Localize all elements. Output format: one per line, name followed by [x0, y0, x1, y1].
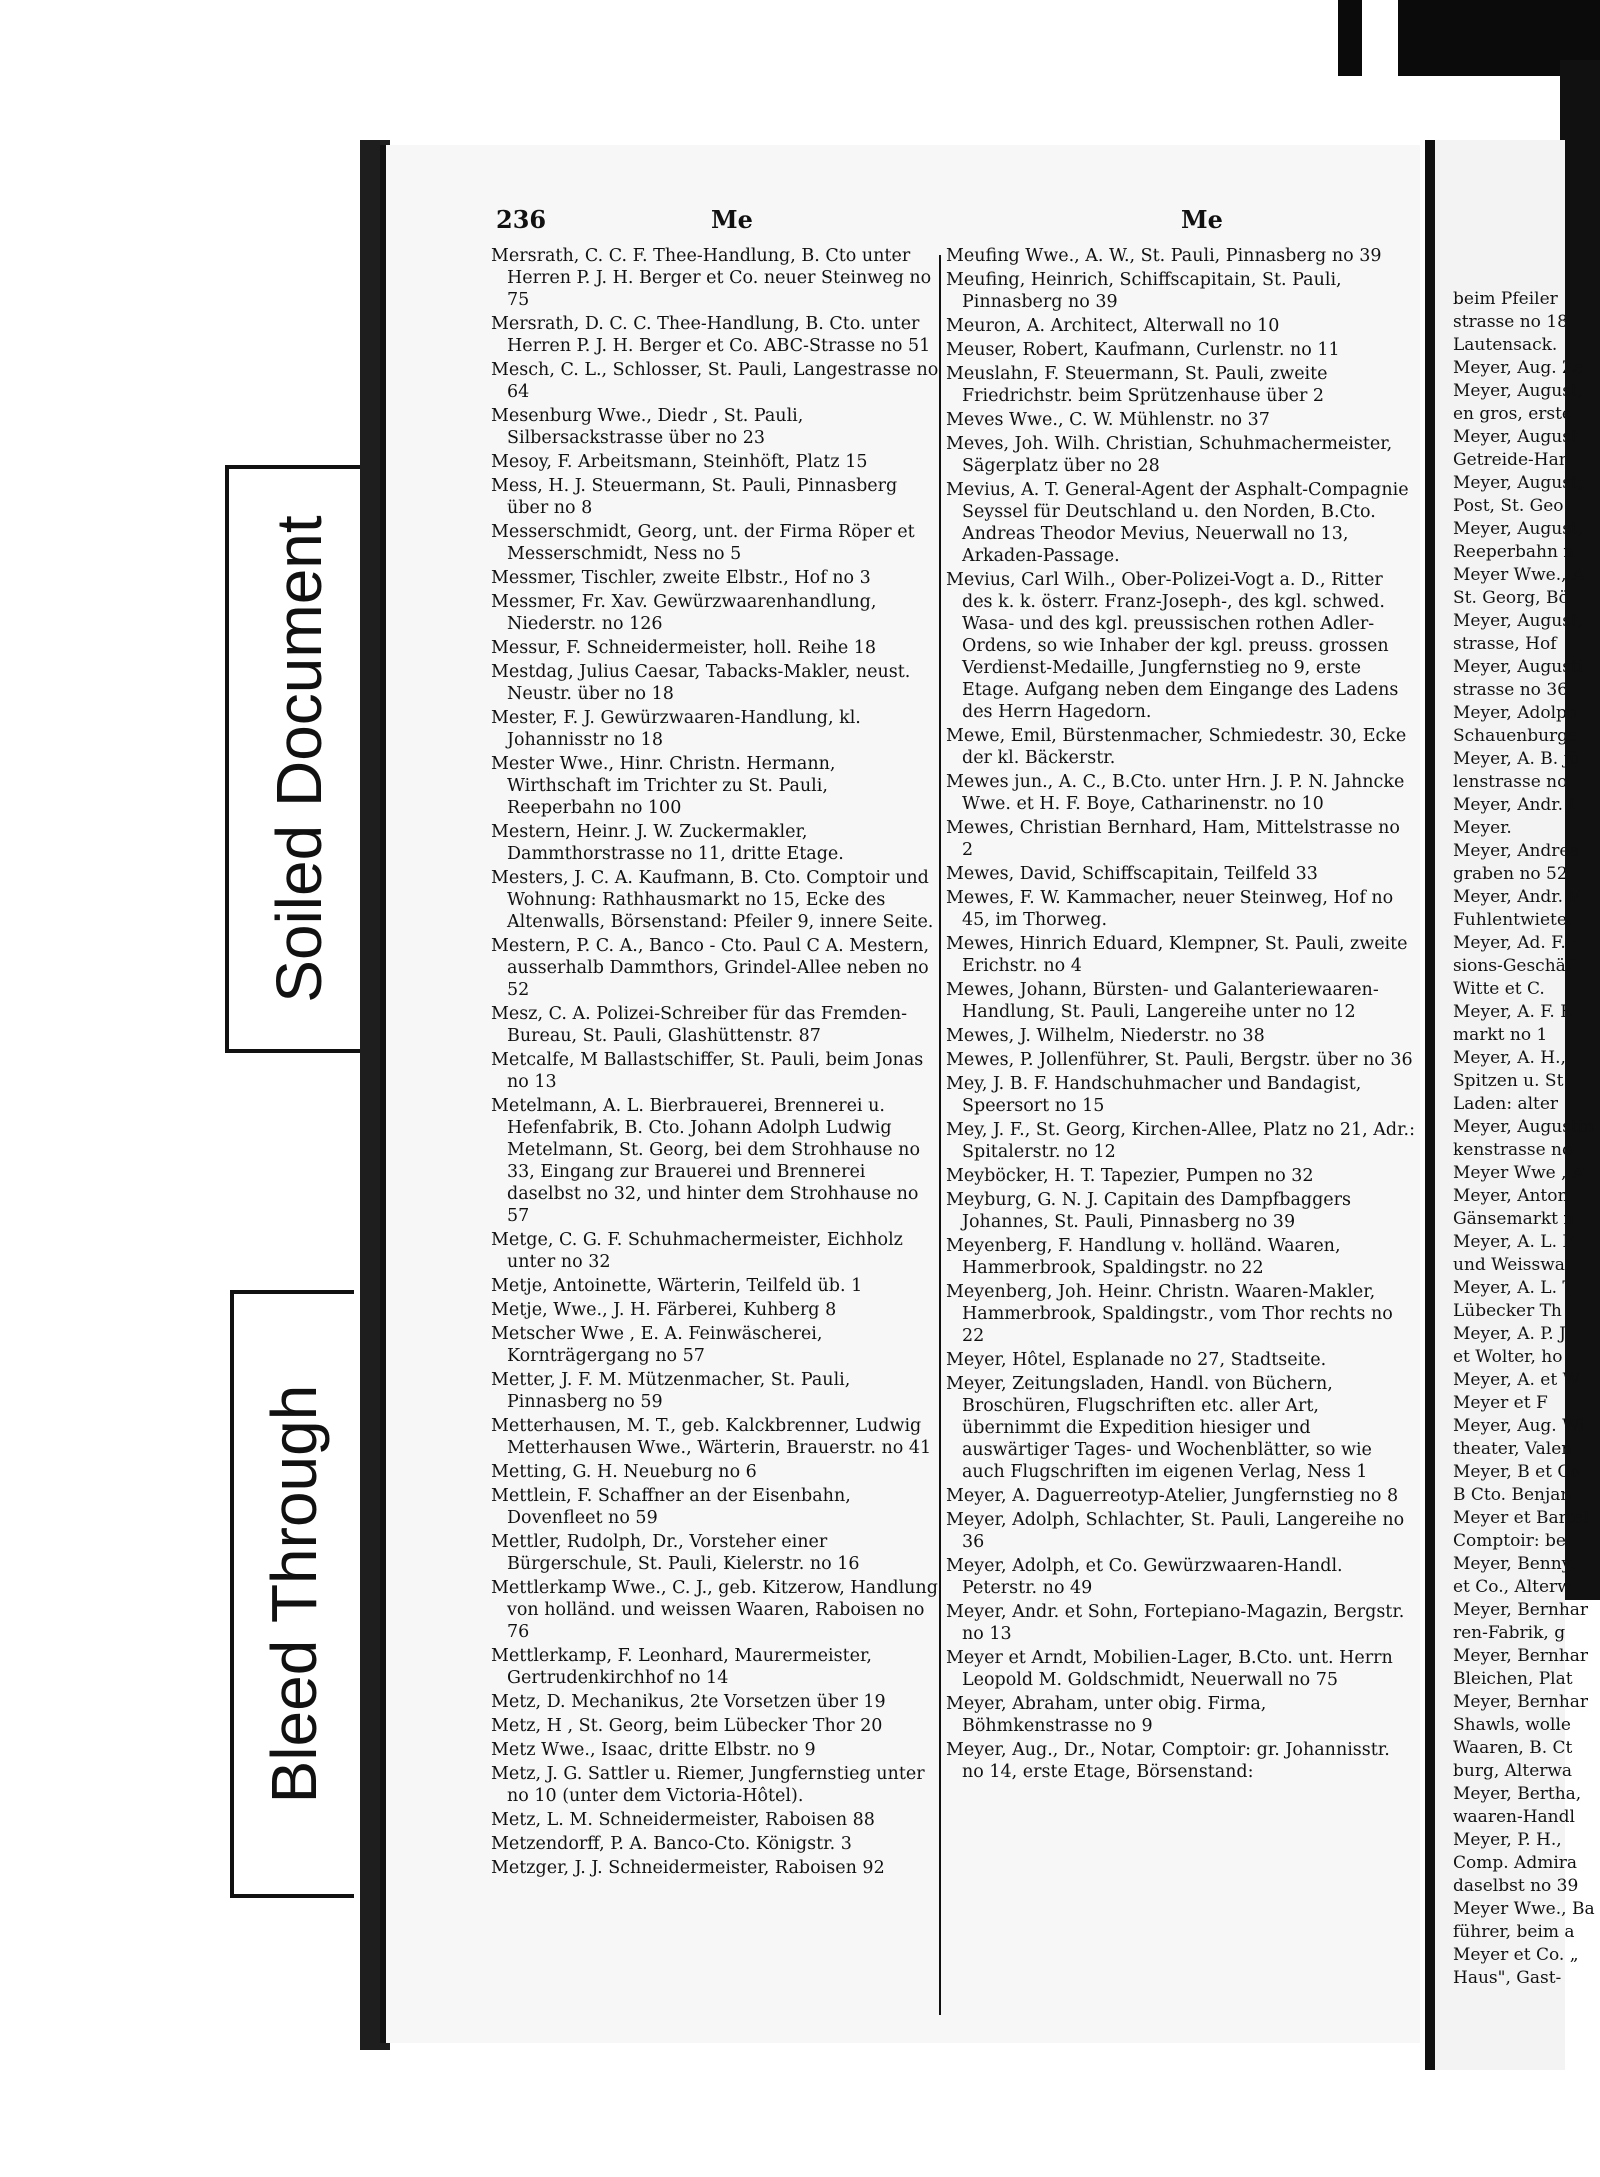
directory-entry: Meyer et Arndt, Mobilien-Lager, B.Cto. unt. Herrn Leopold M. Goldschmidt, Neuerwall no 75 [946, 1648, 1393, 1690]
directory-entry: Meufing Wwe., A. W., St. Pauli, Pinnasberg no 39 [946, 246, 1382, 266]
fragment-line: Meyer, August, [1453, 381, 1584, 401]
directory-entry: Metzger, J. J. Schneidermeister, Raboisen 92 [491, 1858, 885, 1878]
directory-entry: Mevius, Carl Wilh., Ober-Polizei-Vogt a. D., Ritter des k. k. österr. Franz-Joseph-, des kgl. schwed. Wasa- und des kgl. preussischen rothen Adler-Ordens, so wie Inhaber der kgl. preuss. grossen Verdienst-Medaille, Jungfernstieg no 9, erste Etage. Aufgang neben dem Eingange des Ladens des Herrn Hagedorn. [946, 570, 1399, 722]
directory-entry: Metz, L. M. Schneidermeister, Raboisen 88 [491, 1810, 875, 1830]
fragment-line: Meyer Wwe., Ba [1453, 1899, 1595, 1919]
fragment-line: waaren-Handl [1453, 1807, 1575, 1827]
fragment-line: Meyer, Augustin [1453, 1117, 1595, 1137]
fragment-line: Reeperbahn n [1453, 542, 1575, 562]
fragment-line: Meyer, Andrea [1453, 841, 1580, 861]
directory-entry: Mesters, J. C. A. Kaufmann, B. Cto. Comptoir und Wohnung: Rathhausmarkt no 15, Ecke des Altenwalls, Börsenstand: Pfeiler 9, innere Seite. [491, 868, 934, 932]
directory-entry: Meyenberg, F. Handlung v. holländ. Waaren, Hammerbrook, Spaldingstr. no 22 [946, 1236, 1341, 1278]
fragment-line: Schauenburge [1453, 726, 1579, 746]
fragment-line: Meyer, Bernhar [1453, 1646, 1589, 1666]
fragment-line: theater, Valen [1453, 1439, 1573, 1459]
fragment-line: Meyer et Co. „ [1453, 1945, 1579, 1965]
directory-entry: Meyer, Andr. et Sohn, Fortepiano-Magazin, Bergstr. no 13 [946, 1602, 1405, 1644]
directory-entry: Mess, H. J. Steuermann, St. Pauli, Pinnasberg über no 8 [491, 476, 898, 518]
directory-entry: Meuser, Robert, Kaufmann, Curlenstr. no 11 [946, 340, 1340, 360]
fragment-line: strasse, Hof [1453, 634, 1557, 654]
directory-entry: Mettlerkamp Wwe., C. J., geb. Kitzerow, Handlung von holländ. und weissen Waaren, Raboisen no 76 [491, 1578, 938, 1642]
column-divider [939, 255, 941, 2015]
header-left: Me [711, 205, 753, 234]
directory-entry: Metz, D. Mechanikus, 2te Vorsetzen über 19 [491, 1692, 886, 1712]
directory-entry: Metz, H , St. Georg, beim Lübecker Thor 20 [491, 1716, 883, 1736]
fragment-line: Meyer, Aug. Wi [1453, 1416, 1585, 1436]
directory-entry: Mesz, C. A. Polizei-Schreiber für das Fremden-Bureau, St. Pauli, Glashüttenstr. 87 [491, 1004, 908, 1046]
right-page-fragments [1453, 288, 1595, 1990]
directory-entry: Mettler, Rudolph, Dr., Vorsteher einer Bürgerschule, St. Pauli, Kielerstr. no 16 [491, 1532, 860, 1574]
left-page [380, 145, 1420, 2043]
directory-entry: Metz Wwe., Isaac, dritte Elbstr. no 9 [491, 1740, 816, 1760]
directory-entry: Meyer, A. Daguerreotyp-Atelier, Jungfernstieg no 8 [946, 1486, 1399, 1506]
directory-entry: Mey, J. F., St. Georg, Kirchen-Allee, Platz no 21, Adr.: Spitalerstr. no 12 [946, 1120, 1416, 1162]
fragment-line: Meyer. [1453, 818, 1512, 838]
directory-entry: Mestern, P. C. A., Banco - Cto. Paul C A. Mestern, ausserhalb Dammthors, Grindel-Allee neben no 52 [491, 936, 930, 1000]
header-right: Me [1181, 205, 1223, 234]
directory-entry: Mewes, Christian Bernhard, Ham, Mittelstrasse no 2 [946, 818, 1400, 860]
fragment-line: kenstrasse no [1453, 1140, 1573, 1160]
directory-entry: Metelmann, A. L. Bierbrauerei, Brennerei u. Hefenfabrik, B. Cto. Johann Adolph Ludwig Metelmann, St. Georg, bei dem Strohhause no 33, Eingang zur Brauerei und Brennerei daselbst no 32, und hinter dem Strohhause no 57 [491, 1096, 920, 1226]
right-page-edge [1425, 140, 1595, 2070]
fragment-line: Spitzen u. St [1453, 1071, 1564, 1091]
directory-entry: Mersrath, C. C. F. Thee-Handlung, B. Cto unter Herren P. J. H. Berger et Co. neuer Steinweg no 75 [491, 246, 932, 310]
fragment-line: en gros, erste [1453, 404, 1572, 424]
directory-entry: Mewes, Hinrich Eduard, Klempner, St. Pauli, zweite Erichstr. no 4 [946, 934, 1408, 976]
directory-entry: Messmer, Tischler, zweite Elbstr., Hof no 3 [491, 568, 871, 588]
fragment-line: Meyer, Bernhar [1453, 1600, 1589, 1620]
fragment-line: lenstrasse no [1453, 772, 1568, 792]
right-column [946, 245, 1416, 1785]
fragment-line: Meyer, August, [1453, 611, 1584, 631]
fragment-line: führer, beim a [1453, 1922, 1575, 1942]
fragment-line: strasse no 18 [1453, 312, 1568, 332]
fragment-line: B Cto. Benjan [1453, 1485, 1572, 1505]
directory-entry: Metzendorff, P. A. Banco-Cto. Königstr. 3 [491, 1834, 852, 1854]
fragment-line: Gänsemarkt n [1453, 1209, 1575, 1229]
fragment-line: Meyer, Andr. I [1453, 795, 1576, 815]
fragment-line: Meyer, B et Co [1453, 1462, 1581, 1482]
directory-entry: Mesoy, F. Arbeitsmann, Steinhöft, Platz 15 [491, 452, 868, 472]
directory-entry: Mewes, Johann, Bürsten- und Galanteriewaaren-Handlung, St. Pauli, Langereihe unter no 12 [946, 980, 1379, 1022]
soiled-document-label [225, 465, 369, 1053]
fragment-line: Getreide-Han [1453, 450, 1570, 470]
fragment-line: et Co., Alterw [1453, 1577, 1572, 1597]
fragment-line: Meyer, Adolph [1453, 703, 1578, 723]
directory-entry: Mey, J. B. F. Handschuhmacher und Bandagist, Speersort no 15 [946, 1074, 1362, 1116]
directory-entry: Metscher Wwe , E. A. Feinwäscherei, Kornträgergang no 57 [491, 1324, 823, 1366]
fragment-line: Comptoir: bei [1453, 1531, 1572, 1551]
fragment-line: Meyer, A. P. J [1453, 1324, 1566, 1344]
fragment-line: Meyer et Bartel [1453, 1508, 1590, 1528]
fragment-line: ren-Fabrik, g [1453, 1623, 1566, 1643]
fragment-line: Fuhlentwiete, [1453, 910, 1573, 930]
directory-entry: Metter, J. F. M. Mützenmacher, St. Pauli, Pinnasberg no 59 [491, 1370, 851, 1412]
fragment-line: Meyer Wwe., A [1453, 565, 1585, 585]
fragment-line: Meyer, August [1453, 427, 1578, 447]
directory-entry: Meyenberg, Joh. Heinr. Christn. Waaren-Makler, Hammerbrook, Spaldingstr., vom Thor rechts no 22 [946, 1282, 1393, 1346]
fragment-line: daselbst no 39 [1453, 1876, 1579, 1896]
directory-entry: Mewes, David, Schiffscapitain, Teilfeld 33 [946, 864, 1318, 884]
directory-entry: Mewe, Emil, Bürstenmacher, Schmiedestr. 30, Ecke der kl. Bäckerstr. [946, 726, 1407, 768]
fragment-line: Meyer, August, [1453, 519, 1584, 539]
fragment-line: Meyer, Bertha, [1453, 1784, 1582, 1804]
fragment-line: markt no 1 [1453, 1025, 1548, 1045]
directory-entry: Meyböcker, H. T. Tapezier, Pumpen no 32 [946, 1166, 1314, 1186]
left-column [491, 245, 941, 1881]
directory-entry: Metge, C. G. F. Schuhmachermeister, Eichholz unter no 32 [491, 1230, 903, 1272]
directory-entry: Meyer, Adolph, et Co. Gewürzwaaren-Handl. Peterstr. no 49 [946, 1556, 1343, 1598]
directory-entry: Meves Wwe., C. W. Mühlenstr. no 37 [946, 410, 1270, 430]
directory-entry: Metje, Wwe., J. H. Färberei, Kuhberg 8 [491, 1300, 837, 1320]
fragment-line: St. Georg, Bö [1453, 588, 1569, 608]
fragment-line: et Wolter, ho [1453, 1347, 1563, 1367]
fragment-line: und Weisswa [1453, 1255, 1565, 1275]
directory-entry: Messur, F. Schneidermeister, holl. Reihe 18 [491, 638, 877, 658]
directory-entry: Mesch, C. L., Schlosser, St. Pauli, Langestrasse no 64 [491, 360, 939, 402]
fragment-line: beim Pfeiler [1453, 289, 1558, 309]
page-number: 236 [496, 205, 547, 234]
directory-entry: Metting, G. H. Neueburg no 6 [491, 1462, 757, 1482]
fragment-line: Meyer, Ad. F. · [1453, 933, 1577, 953]
fragment-line: Meyer, A. L. T [1453, 1278, 1574, 1298]
fragment-line: Meyer Wwe , A [1453, 1163, 1585, 1183]
fragment-line: Meyer, Andr. F [1453, 887, 1581, 907]
fragment-line: Meyer, August, [1453, 473, 1584, 493]
fragment-line: Meyer, A. H., [1453, 1048, 1566, 1068]
directory-entry: Messerschmidt, Georg, unt. der Firma Röper et Messerschmidt, Ness no 5 [491, 522, 915, 564]
fragment-line: Meyer, P. H., [1453, 1830, 1562, 1850]
directory-entry: Meuslahn, F. Steuermann, St. Pauli, zweite Friedrichstr. beim Sprützenhause über 2 [946, 364, 1328, 406]
directory-entry: Mevius, A. T. General-Agent der Asphalt-Compagnie Seyssel für Deutschland u. den Norden, B.Cto. Andreas Theodor Mevius, Neuerwall no 13, Arkaden-Passage. [946, 480, 1409, 566]
directory-entry: Mewes, P. Jollenführer, St. Pauli, Bergstr. über no 36 [946, 1050, 1413, 1070]
fragment-line: Bleichen, Plat [1453, 1669, 1573, 1689]
directory-entry: Meves, Joh. Wilh. Christian, Schuhmachermeister, Sägerplatz über no 28 [946, 434, 1393, 476]
fragment-line: Witte et C. [1453, 979, 1545, 999]
directory-entry: Metterhausen, M. T., geb. Kalckbrenner, Ludwig Metterhausen Wwe., Wärterin, Brauerstr. no 41 [491, 1416, 932, 1458]
fragment-line: Lautensack. [1453, 335, 1558, 355]
directory-entry: Metcalfe, M Ballastschiffer, St. Pauli, beim Jonas no 13 [491, 1050, 924, 1092]
directory-entry: Mewes jun., A. C., B.Cto. unter Hrn. J. P. N. Jahncke Wwe. et H. F. Boye, Catharinenstr. no 10 [946, 772, 1405, 814]
fragment-line: Meyer, Anton [1453, 1186, 1569, 1206]
directory-entry: Mestern, Heinr. J. W. Zuckermakler, Dammthorstrasse no 11, dritte Etage. [491, 822, 844, 864]
directory-entry: Meyer, Adolph, Schlachter, St. Pauli, Langereihe no 36 [946, 1510, 1405, 1552]
directory-entry: Mester Wwe., Hinr. Christn. Hermann, Wirthschaft im Trichter zu St. Pauli, Reeperbahn no 100 [491, 754, 836, 818]
fragment-line: Meyer et F [1453, 1393, 1548, 1413]
fragment-line: Meyer, Aug. Ze [1453, 358, 1584, 378]
directory-entry: Mettlein, F. Schaffner an der Eisenbahn, Dovenfleet no 59 [491, 1486, 851, 1528]
bleed-through-text: Bleed Through [258, 1384, 330, 1804]
fragment-line: Shawls, wolle [1453, 1715, 1571, 1735]
directory-entry: Mestdag, Julius Caesar, Tabacks-Makler, neust. Neustr. über no 18 [491, 662, 911, 704]
directory-entry: Meyburg, G. N. J. Capitain des Dampfbaggers Johannes, St. Pauli, Pinnasberg no 39 [946, 1190, 1352, 1232]
directory-entry: Mettlerkamp, F. Leonhard, Maurermeister, Gertrudenkirchhof no 14 [491, 1646, 872, 1688]
directory-entry: Mersrath, D. C. C. Thee-Handlung, B. Cto. unter Herren P. J. H. Berger et Co. ABC-Strasse no 51 [491, 314, 931, 356]
soiled-document-text: Soiled Document [263, 515, 335, 1003]
fragment-line: Meyer, Augusti [1453, 657, 1584, 677]
fragment-line: Meyer, A. et W [1453, 1370, 1581, 1390]
bleed-through-label [230, 1290, 354, 1898]
fragment-line: sions-Geschäf [1453, 956, 1573, 976]
fragment-line: Meyer, A. L. F [1453, 1232, 1575, 1252]
fragment-line: Meyer, Bernhar [1453, 1692, 1589, 1712]
fragment-line: Meyer, A. B. jü [1453, 749, 1580, 769]
directory-entry: Meufing, Heinrich, Schiffscapitain, St. Pauli, Pinnasberg no 39 [946, 270, 1342, 312]
fragment-line: Haus", Gast- [1453, 1968, 1562, 1988]
directory-entry: Mewes, J. Wilhelm, Niederstr. no 38 [946, 1026, 1265, 1046]
directory-entry: Meuron, A. Architect, Alterwall no 10 [946, 316, 1280, 336]
fragment-line: Meyer, Benny, [1453, 1554, 1575, 1574]
directory-entry: Messmer, Fr. Xav. Gewürzwaarenhandlung, Niederstr. no 126 [491, 592, 877, 634]
directory-entry: Meyer, Abraham, unter obig. Firma, Böhmkenstrasse no 9 [946, 1694, 1267, 1736]
fragment-line: Post, St. Geo [1453, 496, 1564, 516]
directory-entry: Metz, J. G. Sattler u. Riemer, Jungfernstieg unter no 10 (unter dem Victoria-Hôtel). [491, 1764, 925, 1806]
directory-entry: Meyer, Aug., Dr., Notar, Comptoir: gr. Johannisstr. no 14, erste Etage, Börsenstand: [946, 1740, 1390, 1782]
fragment-line: Laden: alter [1453, 1094, 1559, 1114]
top-bar-notch [1362, 0, 1398, 76]
fragment-line: graben no 52 [1453, 864, 1568, 884]
directory-entry: Mester, F. J. Gewürzwaaren-Handlung, kl. Johannisstr no 18 [491, 708, 861, 750]
fragment-line: Meyer, A. F. E [1453, 1002, 1573, 1022]
fragment-line: Comp. Admira [1453, 1853, 1578, 1873]
directory-entry: Meyer, Hôtel, Esplanade no 27, Stadtseite. [946, 1350, 1327, 1370]
fragment-line: burg, Alterwa [1453, 1761, 1573, 1781]
fragment-line: Lübecker Th [1453, 1301, 1562, 1321]
directory-entry: Metje, Antoinette, Wärterin, Teilfeld üb. 1 [491, 1276, 863, 1296]
directory-entry: Mesenburg Wwe., Diedr , St. Pauli, Silbersackstrasse über no 23 [491, 406, 804, 448]
directory-entry: Meyer, Zeitungsladen, Handl. von Büchern, Broschüren, Flugschriften etc. aller Art, übernimmt die Expedition hiesiger und auswärtiger Tages- und Wochenblätter, so wie auch Flugschriften im eigenen Verlag, Ness 1 [946, 1374, 1372, 1482]
fragment-line: Waaren, B. Ct [1453, 1738, 1573, 1758]
directory-entry: Mewes, F. W. Kammacher, neuer Steinweg, Hof no 45, im Thorweg. [946, 888, 1394, 930]
fragment-line: strasse no 36 [1453, 680, 1568, 700]
